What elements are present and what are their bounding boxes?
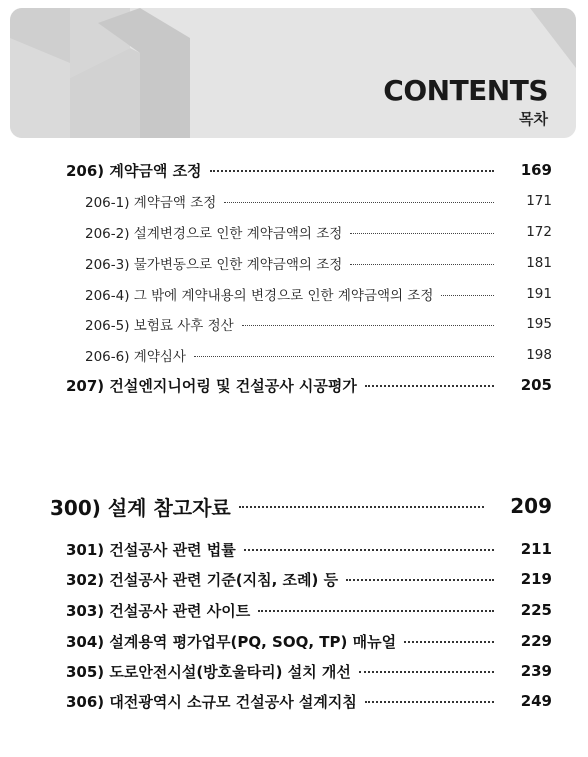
header-banner xyxy=(10,8,576,138)
toc-entry[interactable] xyxy=(0,251,588,275)
toc-entry-label: 306) 대전광역시 소규모 건설공사 설계지침 xyxy=(66,692,357,711)
toc-section-label: 300) 설계 참고자료 xyxy=(50,495,231,520)
dot-leader xyxy=(359,671,494,673)
dot-leader xyxy=(365,701,494,703)
toc-section[interactable] xyxy=(0,491,588,521)
dot-leader xyxy=(258,610,494,612)
toc-entry-page: 172 xyxy=(526,224,552,240)
dot-leader xyxy=(244,549,494,551)
toc-entry-label: 206-6) 계약심사 xyxy=(85,349,186,365)
toc-entry[interactable] xyxy=(0,598,588,622)
dot-leader xyxy=(441,295,494,296)
toc-entry-label: 301) 건설공사 관련 법률 xyxy=(66,540,236,559)
dot-leader xyxy=(350,233,494,234)
toc-entry-label: 207) 건설엔지니어링 및 건설공사 시공평가 xyxy=(66,376,357,395)
toc-entry-label: 206-1) 계약금액 조정 xyxy=(85,195,217,211)
toc-entry[interactable] xyxy=(0,373,588,397)
contents-subtitle: 목차 xyxy=(519,110,548,128)
toc-entry[interactable] xyxy=(0,537,588,561)
toc-entry-page: 219 xyxy=(520,570,552,588)
toc-entry-label: 305) 도로안전시설(방호울타리) 설치 개선 xyxy=(66,662,351,681)
toc-section-page: 209 xyxy=(510,494,552,518)
toc-entry[interactable] xyxy=(0,312,588,336)
dot-leader xyxy=(350,264,494,265)
toc-entry-page: 169 xyxy=(520,161,552,179)
toc-entry-page: 229 xyxy=(520,632,552,650)
toc-entry-label: 303) 건설공사 관련 사이트 xyxy=(66,601,251,620)
toc-entry-label: 206-4) 그 밖에 계약내용의 변경으로 인한 계약금액의 조정 xyxy=(85,288,434,304)
toc-entry-page: 239 xyxy=(520,662,552,680)
toc-entry-label: 206-5) 보험료 사후 정산 xyxy=(85,318,234,334)
dot-leader xyxy=(346,579,494,581)
toc-entry[interactable] xyxy=(0,629,588,653)
toc-entry-label: 206-2) 설계변경으로 인한 계약금액의 조정 xyxy=(85,226,343,242)
toc-entry[interactable] xyxy=(0,189,588,213)
toc-entry-label: 206-3) 물가변동으로 인한 계약금액의 조정 xyxy=(85,257,343,273)
dot-leader xyxy=(210,170,494,172)
toc-entry-page: 198 xyxy=(526,347,552,363)
toc-entry[interactable] xyxy=(0,220,588,244)
toc-entry-label: 304) 설계용역 평가업무(PQ, SOQ, TP) 매뉴얼 xyxy=(66,632,397,651)
dot-leader xyxy=(224,202,494,203)
toc-entry-page: 171 xyxy=(526,193,552,209)
toc-entry-page: 191 xyxy=(526,286,552,302)
toc-entry-page: 195 xyxy=(526,316,552,332)
banner-pattern xyxy=(10,8,576,138)
toc-entry-page: 211 xyxy=(520,540,552,558)
toc-entry-page: 181 xyxy=(526,255,552,271)
toc-entry[interactable] xyxy=(0,343,588,367)
dot-leader xyxy=(239,506,484,508)
toc-entry-label: 302) 건설공사 관련 기준(지침, 조례) 등 xyxy=(66,570,339,589)
dot-leader xyxy=(365,385,494,387)
toc-entry[interactable] xyxy=(0,567,588,591)
toc-entry[interactable] xyxy=(0,158,588,182)
dot-leader xyxy=(194,356,494,357)
toc-entry-page: 249 xyxy=(520,692,552,710)
toc-entry[interactable] xyxy=(0,659,588,683)
toc-entry-page: 205 xyxy=(520,376,552,394)
toc-entry-label: 206) 계약금액 조정 xyxy=(66,161,202,180)
toc-entry[interactable] xyxy=(0,282,588,306)
contents-title: CONTENTS xyxy=(383,74,548,107)
dot-leader xyxy=(404,641,494,643)
dot-leader xyxy=(242,325,494,326)
toc-entry[interactable] xyxy=(0,689,588,713)
toc-entry-page: 225 xyxy=(520,601,552,619)
